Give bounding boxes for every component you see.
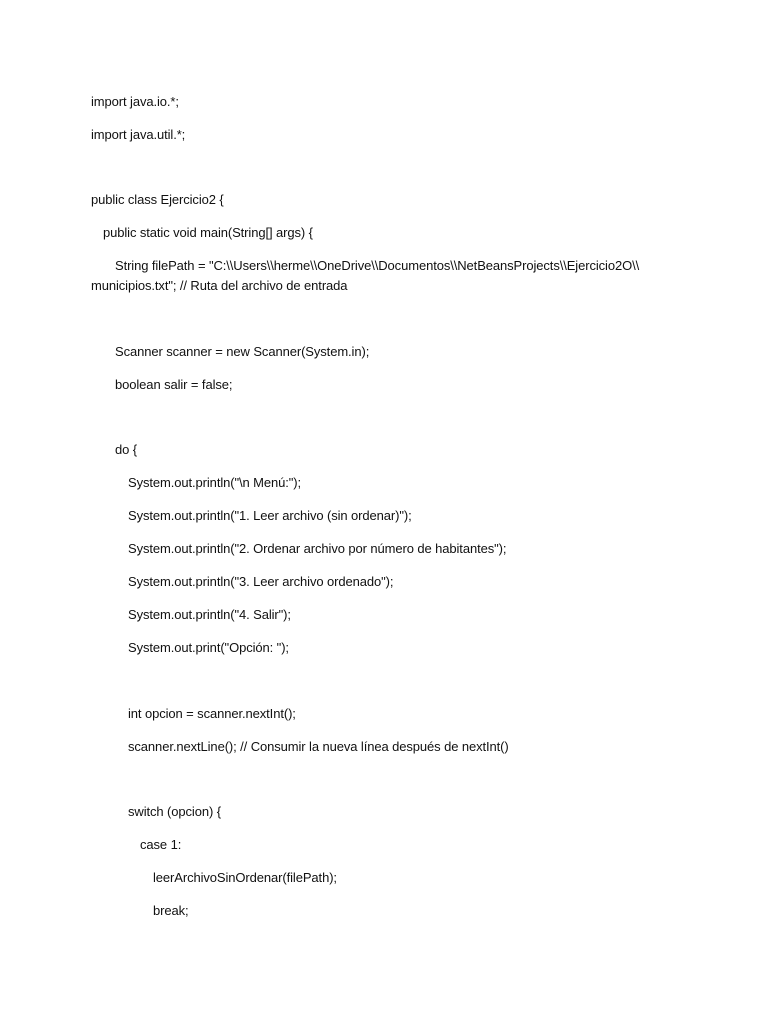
code-line: System.out.println("2. Ordenar archivo por número de habitantes");	[128, 541, 507, 556]
code-line: import java.util.*;	[91, 127, 186, 142]
code-line: String filePath = "C:\\Users\\herme\\OneDrive\\Documentos\\NetBeansProjects\\Ejercicio2O\\	[115, 258, 640, 273]
code-line: do {	[115, 442, 138, 457]
code-line: System.out.println("1. Leer archivo (sin ordenar)");	[128, 508, 412, 523]
code-line: public static void main(String[] args) {	[103, 225, 313, 240]
code-line: System.out.println("3. Leer archivo ordenado");	[128, 574, 394, 589]
code-line: System.out.print("Opción: ");	[128, 640, 289, 655]
code-line: import java.io.*;	[91, 94, 179, 109]
code-line: int opcion = scanner.nextInt();	[128, 706, 296, 721]
code-line: switch (opcion) {	[128, 804, 221, 819]
code-line: leerArchivoSinOrdenar(filePath);	[153, 870, 337, 885]
code-line: Scanner scanner = new Scanner(System.in);	[115, 344, 370, 359]
code-line: public class Ejercicio2 {	[91, 192, 224, 207]
code-line: case 1:	[140, 837, 182, 852]
code-line: scanner.nextLine(); // Consumir la nueva línea después de nextInt()	[128, 739, 509, 754]
code-line: System.out.println("\n Menú:");	[128, 475, 302, 490]
code-line: boolean salir = false;	[115, 377, 233, 392]
code-line: municipios.txt"; // Ruta del archivo de entrada	[91, 278, 348, 293]
code-line: break;	[153, 903, 189, 918]
code-line: System.out.println("4. Salir");	[128, 607, 291, 622]
